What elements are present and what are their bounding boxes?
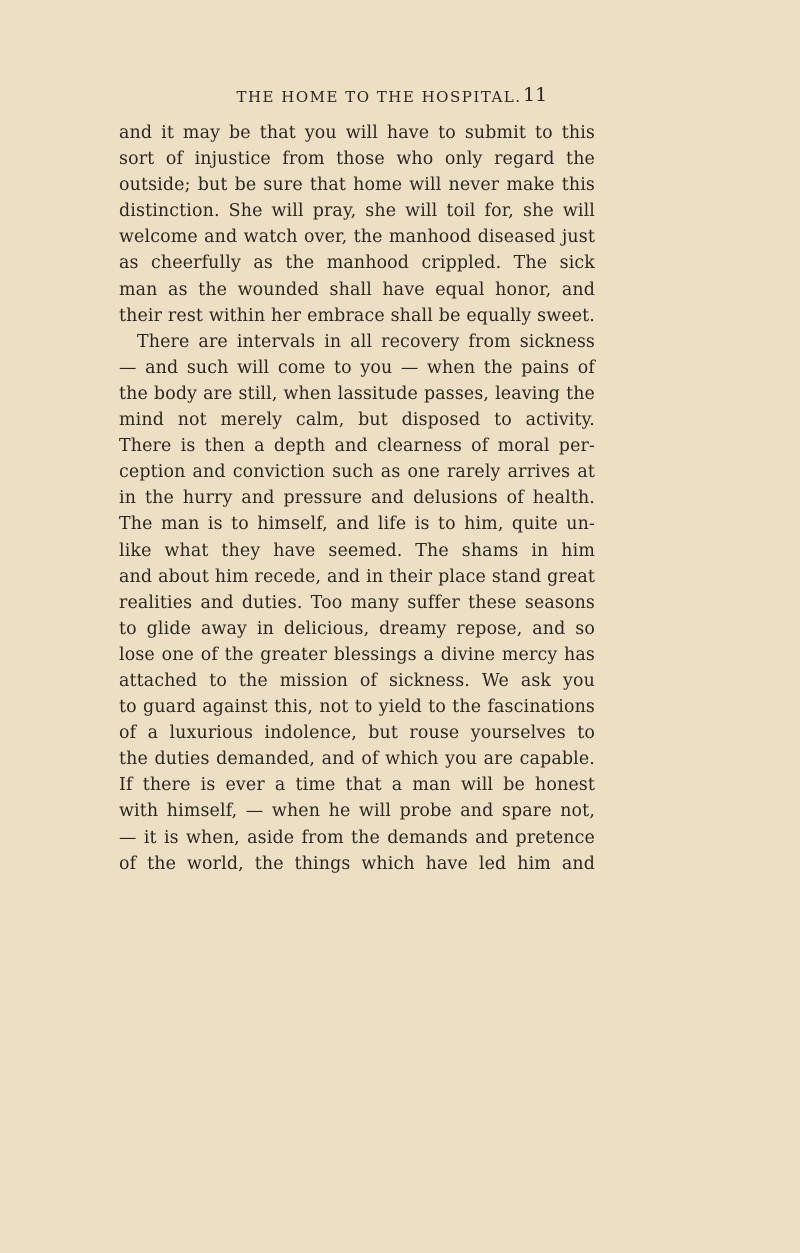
text-line: to glide away in delicious, dreamy repose, and so — [119, 618, 595, 639]
text-line: the body are still, when lassitude passes, leaving the — [119, 383, 595, 404]
text-line: and it may be that you will have to submit to this — [119, 123, 595, 143]
text-line: like what they have seemed. The shams in him — [119, 540, 595, 561]
text-line: to guard against this, not to yield to the fascinations — [119, 697, 595, 718]
text-line: There are intervals in all recovery from sickness — [137, 331, 595, 352]
text-line: the duties demanded, and of which you are capable. — [119, 749, 595, 770]
text-line: realities and duties. Too many suffer these seasons — [119, 592, 595, 613]
text-line: mind not merely calm, but disposed to activity. — [119, 410, 595, 431]
text-line: as cheerfully as the manhood crippled. The sick — [119, 253, 595, 274]
text-line: man as the wounded shall have equal honor, and — [119, 279, 595, 300]
text-line: attached to the mission of sickness. We ask you — [119, 670, 595, 691]
text-line: of a luxurious indolence, but rouse yourselves to — [119, 723, 595, 744]
text-line: — it is when, aside from the demands and pretence — [119, 827, 595, 848]
text-line: in the hurry and pressure and delusions of health. — [119, 488, 595, 509]
text-line: distinction. She will pray, she will toil for, she will — [119, 201, 595, 222]
text-line: There is then a depth and clearness of moral per- — [119, 436, 595, 457]
page-number: 11 — [523, 84, 548, 106]
text-line: If there is ever a time that a man will be honest — [119, 775, 595, 796]
running-head: THE HOME TO THE HOSPITAL. — [236, 88, 522, 106]
text-line: and about him recede, and in their place stand great — [119, 566, 595, 587]
text-line: lose one of the greater blessings a divine mercy has — [119, 644, 595, 665]
text-line: their rest within her embrace shall be equally sweet. — [119, 305, 595, 326]
text-line: The man is to himself, and life is to him, quite un- — [119, 514, 595, 535]
body-text — [119, 120, 595, 877]
text-line: ception and conviction such as one rarely arrives at — [119, 462, 595, 483]
text-line: outside; but be sure that home will never make this — [119, 175, 595, 196]
text-line: sort of injustice from those who only regard the — [119, 149, 595, 170]
text-line: with himself, — when he will probe and spare not, — [119, 801, 595, 822]
text-line: of the world, the things which have led him and — [119, 853, 595, 874]
text-line: welcome and watch over, the manhood diseased just — [119, 227, 595, 248]
text-line: — and such will come to you — when the pains of — [119, 357, 595, 378]
